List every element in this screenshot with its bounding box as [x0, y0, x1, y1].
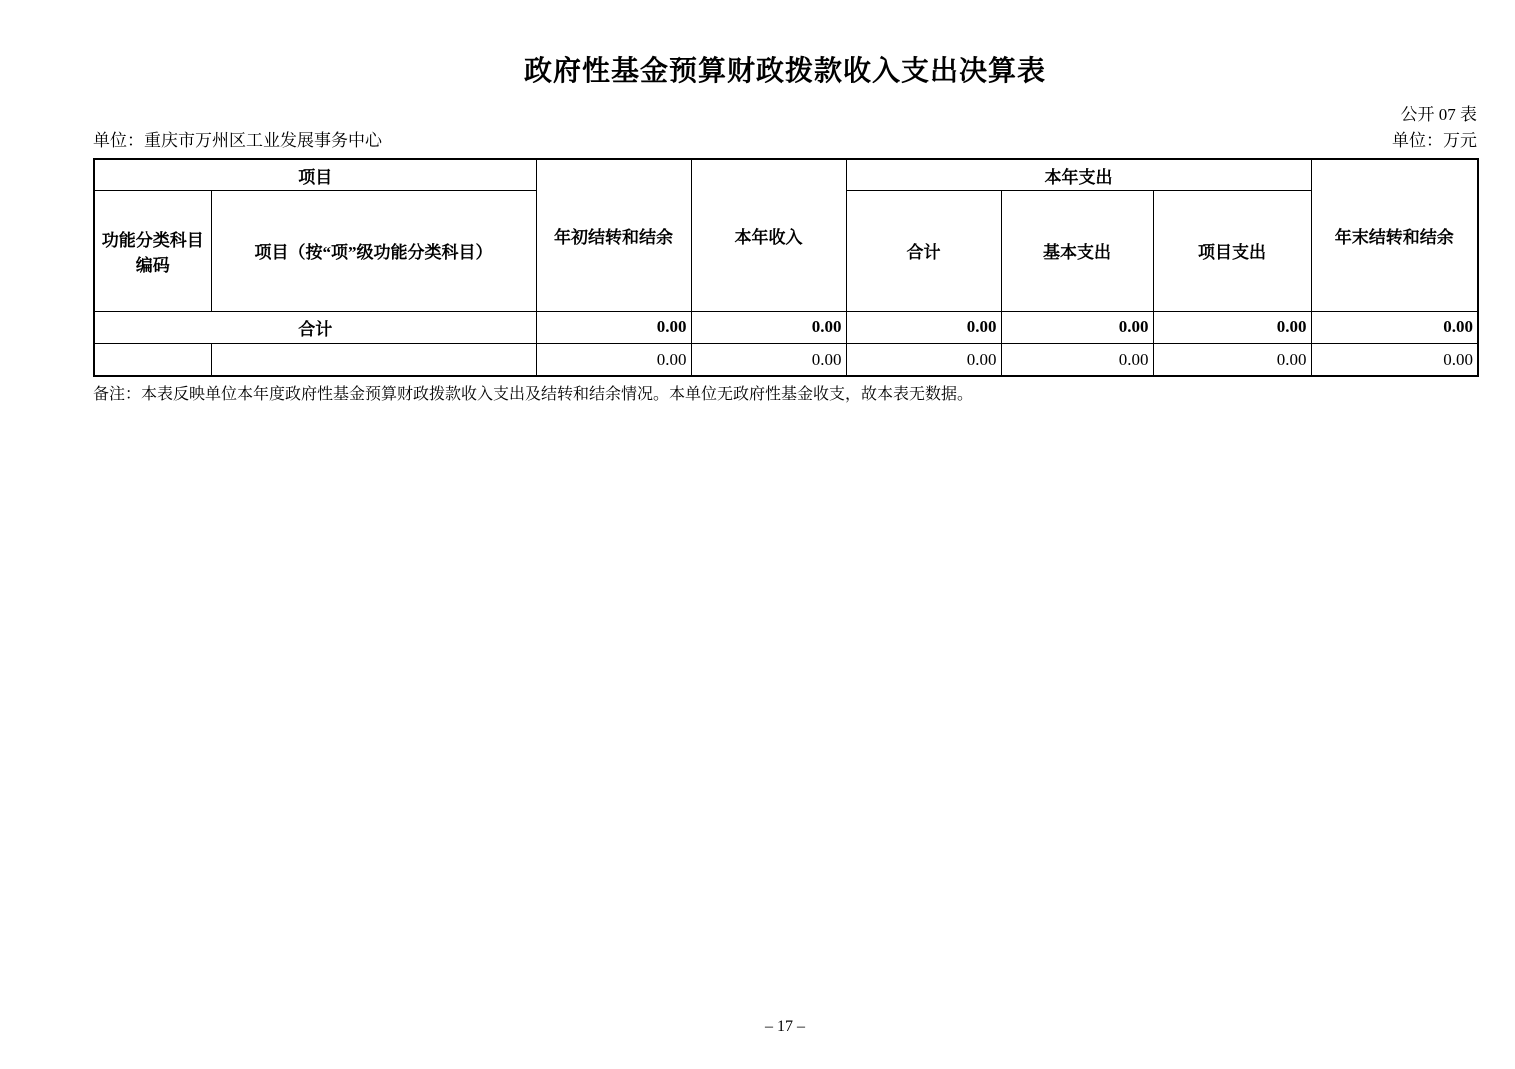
detail-closing-balance: 0.00 — [1311, 343, 1478, 376]
unit-row — [93, 130, 1477, 152]
total-opening-balance: 0.00 — [536, 311, 691, 343]
page-number: – 17 – — [765, 1018, 805, 1035]
header-project-expense: 项目支出 — [1153, 190, 1311, 311]
budget-table — [93, 158, 1479, 377]
header-expense-total: 合计 — [846, 190, 1001, 311]
detail-code-cell — [94, 343, 211, 376]
header-project-group: 项目 — [94, 159, 536, 190]
unit-name: 单位：重庆市万州区工业发展事务中心 — [93, 131, 382, 151]
note-text: 备注：本表反映单位本年度政府性基金预算财政拨款收入支出及结转和结余情况。本单位无政府性基金收支，故本表无数据。 — [93, 386, 974, 404]
total-closing-balance: 0.00 — [1311, 311, 1478, 343]
total-row-label: 合计 — [94, 311, 536, 343]
unit-currency: 单位：万元 — [1392, 131, 1477, 151]
header-expense-group: 本年支出 — [846, 159, 1311, 190]
header-project: 项目（按“项”级功能分类科目） — [211, 190, 536, 311]
total-expense-total: 0.00 — [846, 311, 1001, 343]
detail-basic-expense: 0.00 — [1001, 343, 1153, 376]
header-current-income: 本年收入 — [691, 159, 846, 311]
detail-expense-total: 0.00 — [846, 343, 1001, 376]
total-basic-expense: 0.00 — [1001, 311, 1153, 343]
total-project-expense: 0.00 — [1153, 311, 1311, 343]
table-row-total — [94, 311, 1478, 343]
sheet-label: 公开 07 表 — [1400, 105, 1477, 125]
page-title: 政府性基金预算财政拨款收入支出决算表 — [523, 56, 1046, 87]
header-closing-balance: 年末结转和结余 — [1311, 159, 1478, 311]
table-row-detail — [94, 343, 1478, 376]
content-area — [93, 0, 1477, 405]
detail-current-income: 0.00 — [691, 343, 846, 376]
detail-opening-balance: 0.00 — [536, 343, 691, 376]
header-opening-balance: 年初结转和结余 — [536, 159, 691, 311]
header-code: 功能分类科目编码 — [94, 190, 211, 311]
detail-project-expense: 0.00 — [1153, 343, 1311, 376]
header-row-top — [94, 159, 1478, 190]
header-basic-expense: 基本支出 — [1001, 190, 1153, 311]
total-current-income: 0.00 — [691, 311, 846, 343]
detail-project-cell — [211, 343, 536, 376]
